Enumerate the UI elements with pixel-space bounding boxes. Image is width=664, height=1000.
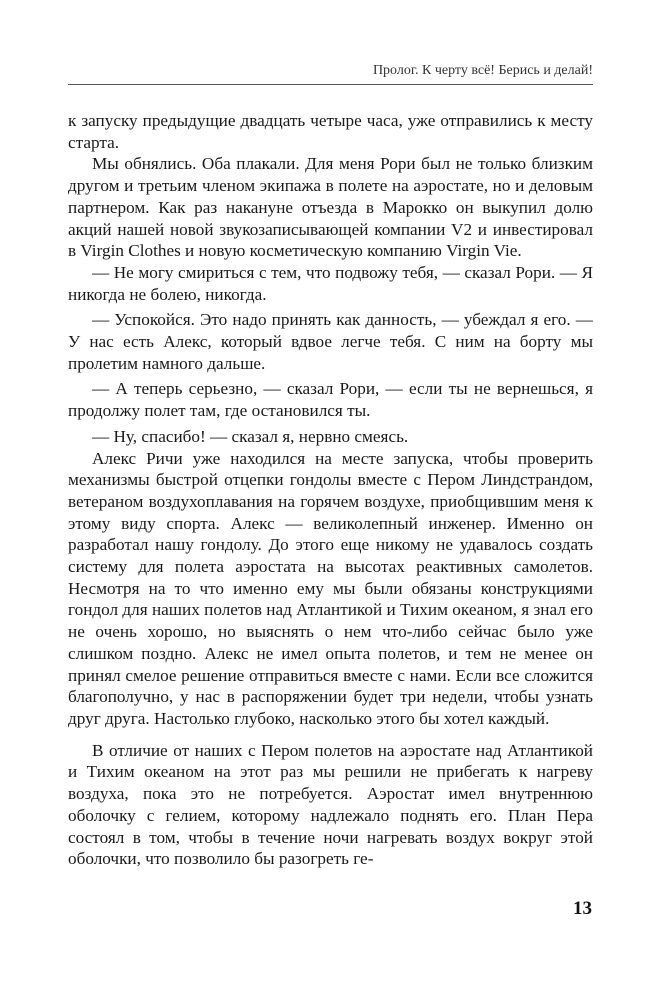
paragraph: — Не могу смириться с тем, что подвожу тебя, — сказал Рори. — Я никогда не болею, никогда. bbox=[68, 262, 593, 304]
paragraph: В отличие от наших с Пером полетов на аэростате над Атлантикой и Тихим океаном на этот раз мы решили не прибегать к нагреву воздуха, пока это не потребуется. Аэростат имел внутреннюю оболочку с гелием, которому надлежало поднять его. План Пера состоял в том, чтобы в течение ночи нагревать воздух вокруг этой оболочки, что позволило бы разогреть ге- bbox=[68, 740, 593, 869]
paragraph: к запуску предыдущие двадцать четыре часа, уже отправились к месту старта. bbox=[68, 111, 593, 152]
paragraph: — Успокойся. Это надо принять как данность, — убеждал я его. — У нас есть Алекс, который вдвое легче тебя. С ним на борту мы пролетим намного дальше. bbox=[68, 310, 593, 373]
paragraph: Мы обнялись. Оба плакали. Для меня Рори был не только близким другом и третьим членом экипажа в полете на аэростате, но и деловым партнером. Как раз накануне отъезда в Марокко он выкупил долю акций нашей новой звукозаписывающей компании V2 и инвестировал в Virgin Clothes и новую косметическую компанию Virgin Vie. bbox=[68, 154, 593, 261]
running-header: Пролог. К черту всё! Берись и делай! bbox=[372, 63, 593, 78]
page-number: 13 bbox=[573, 898, 592, 919]
body-text bbox=[68, 110, 593, 870]
paragraph: — Ну, спасибо! — сказал я, нервно смеясь. bbox=[92, 426, 409, 446]
header-rule bbox=[68, 84, 593, 85]
paragraph: — А теперь серьезно, — сказал Рори, — если ты не вернешься, я продолжу полет там, где остановился ты. bbox=[68, 379, 593, 421]
paragraph: Алекс Ричи уже находился на месте запуска, чтобы проверить механизмы быстрой отцепки гондолы вместе с Пером Линдстрандом, ветераном воздухоплавания на горячем воздухе, приобщившим меня к этому виду спорта. Алекс — великолепный инженер. Именно он разработал нашу гондолу. До этого еще никому не удавалось создать систему для полета аэростата на высотах реактивных самолетов. Несмотря на то что именно ему мы были обязаны конструкциями гондол для наших полетов над Атлантикой и Тихим океаном, я знал его не очень хорошо, но выяснять о нем что-либо сейчас было уже слишком поздно. Алекс не имел опыта полетов, и тем не менее он принял смелое решение отправиться вместе с нами. Если все сложится благополучно, у нас в распоряжении будет три недели, чтобы узнать друг друга. Настолько глубоко, насколько этого бы хотел каждый. bbox=[68, 448, 593, 728]
